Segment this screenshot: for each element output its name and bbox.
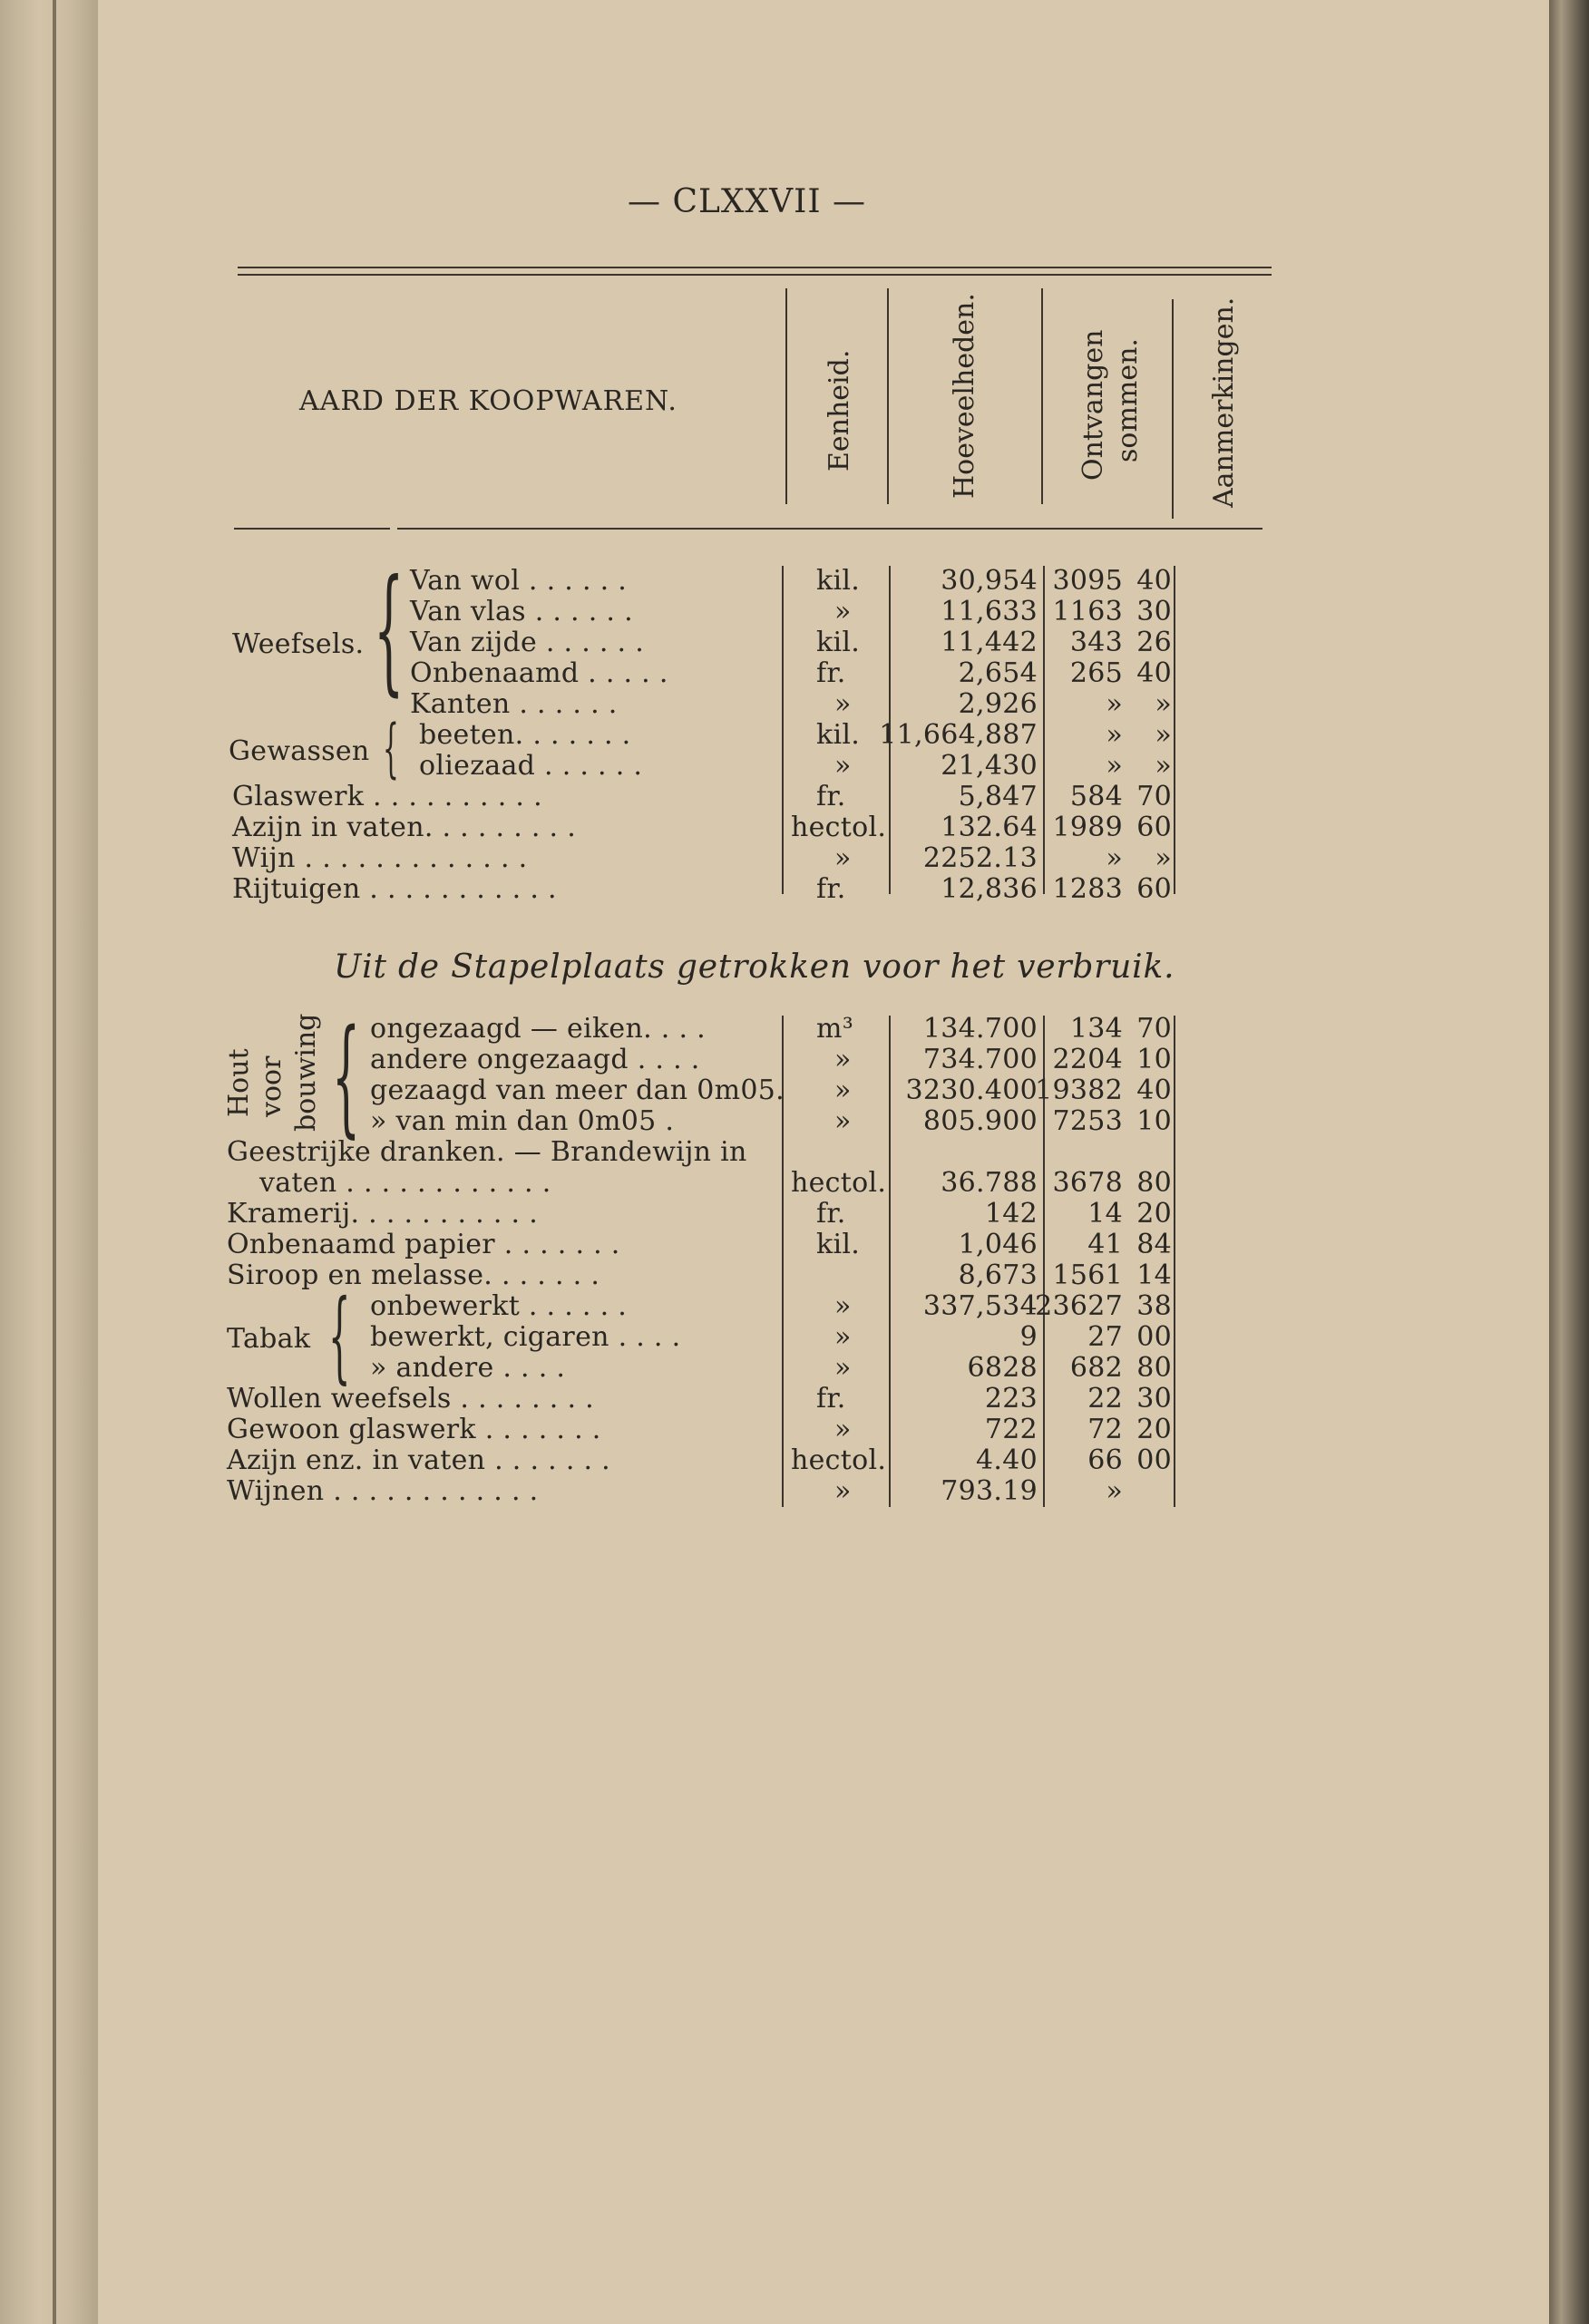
header-aanmerkingen: Aanmerkingen. [1208,297,1240,508]
row-quantity: 11,664,887 [879,719,1038,751]
group-bouwing: bouwing [290,1013,322,1132]
header-eenheid: Eenheid. [824,349,855,472]
row-quantity: 8,673 [958,1259,1038,1291]
row-unit: » [834,1044,852,1075]
row-quantity: 2252.13 [922,842,1038,874]
row-amount: 41 [1087,1229,1123,1260]
row-quantity: 337,534 [922,1290,1038,1322]
row-amount: » [1106,842,1123,874]
page-edge [1549,0,1589,2324]
row-unit: kil. [816,627,861,658]
row-cents: 20 [1136,1198,1172,1230]
row-cents: 40 [1136,1074,1172,1106]
row-cents: 26 [1136,627,1172,658]
page-number: — CLXXVII — [628,183,867,220]
spine-edge [53,0,56,2324]
header-divider [1172,299,1174,519]
row-quantity: 4.40 [976,1444,1038,1476]
row-cents: 60 [1136,812,1172,843]
row-cents: 40 [1136,565,1172,597]
row-unit: » [834,1475,852,1507]
header-ontvangen: Ontvangen [1077,329,1109,481]
row-label: Kramerij. . . . . . . . . . . [227,1198,539,1230]
row-quantity: 30,954 [941,565,1038,597]
row-quantity: 3230.400 [905,1074,1038,1106]
row-quantity: 734.700 [922,1044,1038,1075]
row-label: » andere . . . . [370,1352,566,1384]
row-quantity: 142 [984,1198,1038,1230]
header-divider [1041,288,1043,504]
row-cents: 80 [1136,1352,1172,1384]
row-label: andere ongezaagd . . . . [370,1044,700,1075]
row-amount: 682 [1069,1352,1123,1384]
row-unit: m³ [816,1013,854,1045]
row-amount: » [1106,719,1123,751]
row-cents: 20 [1136,1414,1172,1445]
top-rule [238,267,1272,268]
row-cents: 70 [1136,781,1172,812]
row-unit: » [834,688,852,720]
row-unit: fr. [816,657,846,689]
col-divider [782,566,784,894]
row-cents: » [1155,719,1172,751]
row-amount: 19382 [1035,1074,1123,1106]
row-quantity: 11,633 [941,596,1038,627]
group-gewassen: Gewassen [229,735,370,767]
row-unit: » [834,1105,852,1137]
row-amount: 27 [1087,1321,1123,1353]
row-label: gezaagd van meer dan 0m05. [370,1074,785,1106]
row-cents: 00 [1136,1321,1172,1353]
col-divider [1174,1016,1175,1507]
section2-title: Uit de Stapelplaats getrokken voor het verbruik. [334,948,1175,986]
row-cents: 10 [1136,1044,1172,1075]
row-label: Van vlas . . . . . . [410,596,633,627]
row-amount: 1283 [1052,873,1123,905]
header-divider [887,288,889,504]
row-unit: fr. [816,1198,846,1230]
row-amount: 23627 [1035,1290,1123,1322]
row-amount: 1989 [1052,812,1123,843]
row-amount: 7253 [1052,1105,1123,1137]
row-quantity: 6828 [967,1352,1038,1384]
row-cents: 30 [1136,596,1172,627]
row-label: ongezaagd — eiken. . . . [370,1013,706,1045]
row-quantity: 5,847 [958,781,1038,812]
row-label: Onbenaamd papier . . . . . . . [227,1229,620,1260]
row-cents: 00 [1136,1444,1172,1476]
row-quantity: 793.19 [941,1475,1038,1507]
row-label: Onbenaamd . . . . . [410,657,668,689]
group-weefsels: Weefsels. [232,628,365,660]
row-unit: hectol. [791,1167,887,1199]
row-label: Glaswerk . . . . . . . . . . [232,781,542,812]
row-amount: » [1106,1475,1123,1507]
row-quantity: 722 [984,1414,1038,1445]
row-unit: fr. [816,1383,846,1415]
group-tabak: Tabak [227,1323,311,1355]
row-unit: » [834,750,852,782]
row-label: bewerkt, cigaren . . . . [370,1321,681,1353]
row-quantity: 805.900 [922,1105,1038,1137]
row-label: Gewoon glaswerk . . . . . . . [227,1414,601,1445]
group-voor: voor [256,1055,288,1117]
row-quantity: 1,046 [958,1229,1038,1260]
row-unit: » [834,1321,852,1353]
brace-weefsels: { [374,551,405,709]
row-amount: 584 [1069,781,1123,812]
col-divider [1043,566,1045,894]
row-unit: kil. [816,719,861,751]
row-amount: 3095 [1052,565,1123,597]
row-unit: hectol. [791,812,887,843]
row-cents: 80 [1136,1167,1172,1199]
row-amount: 66 [1087,1444,1123,1476]
row-quantity: 2,654 [958,657,1038,689]
row-unit: fr. [816,873,846,905]
row-label: onbewerkt . . . . . . [370,1290,628,1322]
row-amount: 3678 [1052,1167,1123,1199]
brace-tabak: { [328,1278,351,1394]
row-unit: » [834,1074,852,1106]
row-cents: 70 [1136,1013,1172,1045]
row-unit: hectol. [791,1444,887,1476]
row-unit: fr. [816,781,846,812]
row-amount: 72 [1087,1414,1123,1445]
top-rule-2 [238,274,1272,276]
row-amount: 1561 [1052,1259,1123,1291]
row-cents: 14 [1136,1259,1172,1291]
header-sommen: sommen. [1112,338,1144,462]
row-label: vaten . . . . . . . . . . . . [259,1167,551,1199]
row-amount: 343 [1069,627,1123,658]
row-quantity: 9 [1019,1321,1038,1353]
row-unit: kil. [816,565,861,597]
row-label: Rijtuigen . . . . . . . . . . . [232,873,557,905]
row-cents: » [1155,750,1172,782]
header-rule [397,528,1262,530]
row-unit: kil. [816,1229,861,1260]
row-quantity: 11,442 [941,627,1038,658]
row-quantity: 134.700 [922,1013,1038,1045]
row-unit: » [834,842,852,874]
row-label: » van min dan 0m05 . [370,1105,675,1137]
group-hout: Hout [223,1048,255,1117]
row-cents: 10 [1136,1105,1172,1137]
row-amount: » [1106,750,1123,782]
row-unit: » [834,1414,852,1445]
row-amount: » [1106,688,1123,720]
row-label: Wollen weefsels . . . . . . . . [227,1383,594,1415]
row-cents: » [1155,842,1172,874]
row-cents: 40 [1136,657,1172,689]
row-amount: 1163 [1052,596,1123,627]
row-quantity: 132.64 [941,812,1038,843]
row-label: Kanten . . . . . . [410,688,618,720]
row-label: Van zijde . . . . . . [410,627,645,658]
row-label: Azijn enz. in vaten . . . . . . . [227,1444,611,1476]
row-label: Van wol . . . . . . [410,565,628,597]
row-quantity: 21,430 [941,750,1038,782]
col-divider [1174,566,1175,894]
header-aard: AARD DER KOOPWAREN. [299,385,678,417]
row-cents: » [1155,688,1172,720]
row-amount: 22 [1087,1383,1123,1415]
row-label: oliezaad . . . . . . [419,750,643,782]
row-unit: » [834,1290,852,1322]
row-label: Geestrijke dranken. — Brandewijn in [227,1136,747,1168]
header-divider [785,288,787,504]
row-label: Wijn . . . . . . . . . . . . . [232,842,528,874]
row-cents: 60 [1136,873,1172,905]
row-amount: 14 [1087,1198,1123,1230]
col-divider [889,1016,891,1507]
header-hoeveelheden: Hoeveelheden. [949,293,980,499]
row-unit: » [834,596,852,627]
row-label: Wijnen . . . . . . . . . . . . [227,1475,539,1507]
row-cents: 38 [1136,1290,1172,1322]
row-label: Siroop en melasse. . . . . . . [227,1259,600,1291]
header-rule [234,528,390,530]
row-label: beeten. . . . . . . [419,719,631,751]
row-label: Azijn in vaten. . . . . . . . . [232,812,577,843]
brace-hout: { [332,1003,361,1151]
row-quantity: 36.788 [941,1167,1038,1199]
row-unit: » [834,1352,852,1384]
row-amount: 265 [1069,657,1123,689]
row-cents: 84 [1136,1229,1172,1260]
book-spine [0,0,98,2324]
row-quantity: 12,836 [941,873,1038,905]
row-amount: 134 [1069,1013,1123,1045]
brace-gewassen: { [383,711,399,785]
row-amount: 2204 [1052,1044,1123,1075]
row-quantity: 223 [984,1383,1038,1415]
row-cents: 30 [1136,1383,1172,1415]
row-quantity: 2,926 [958,688,1038,720]
